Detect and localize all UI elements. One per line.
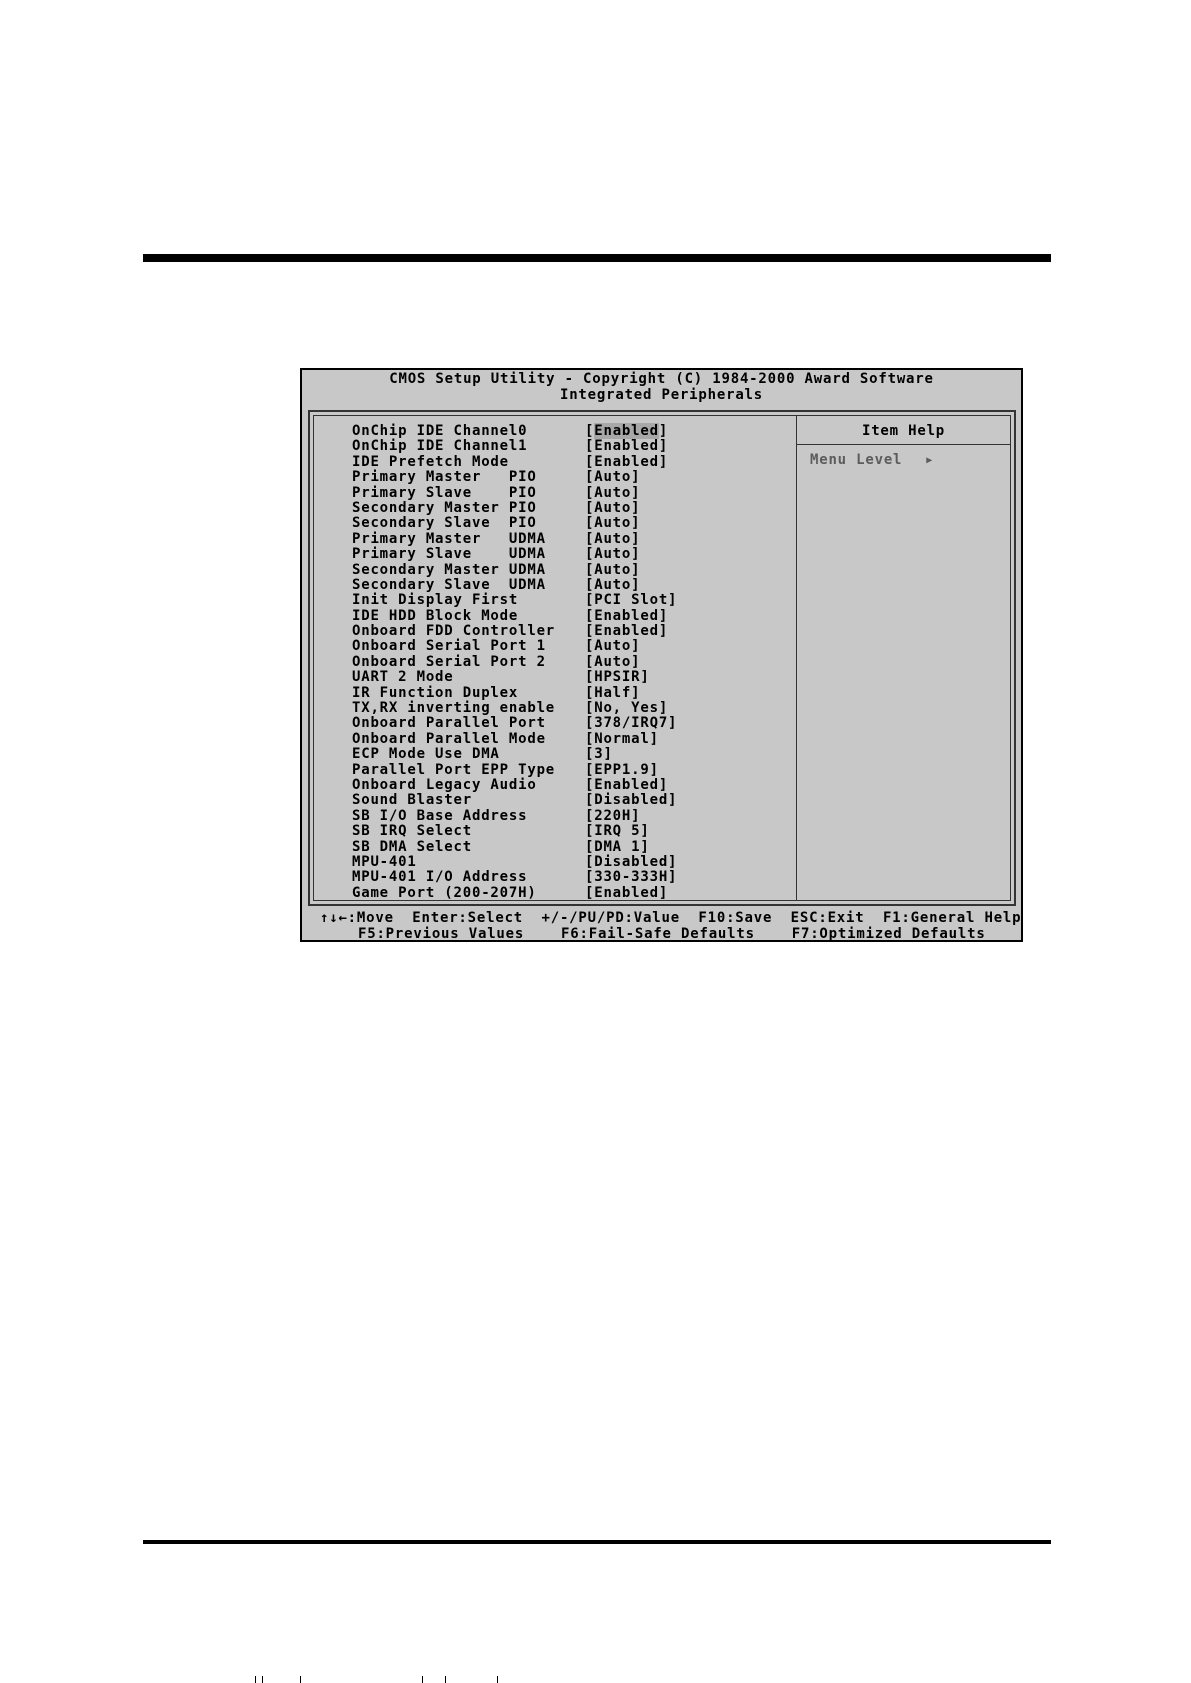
setting-label: ECP Mode Use DMA	[352, 746, 500, 763]
setting-label: IR Function Duplex	[352, 684, 519, 701]
edge-mark	[300, 1676, 301, 1683]
setting-row-sb-io-base-address[interactable]	[352, 809, 792, 824]
bios-subtitle: Integrated Peripherals	[559, 387, 764, 403]
setting-label: Onboard Parallel Mode	[352, 730, 546, 747]
setting-label: Onboard Legacy Audio	[352, 776, 537, 793]
setting-row-secondary-slave-udma[interactable]	[352, 578, 792, 593]
setting-row-secondary-slave-pio[interactable]	[352, 516, 792, 531]
setting-value[interactable]: [HPSIR]	[585, 669, 650, 686]
setting-label: Init Display First	[352, 592, 519, 609]
setting-label: Parallel Port EPP Type	[352, 761, 556, 778]
setting-label: MPU-401	[352, 853, 417, 870]
setting-row-onchip-ide-channel1[interactable]	[352, 439, 792, 454]
setting-label: IDE Prefetch Mode	[352, 453, 509, 470]
setting-value[interactable]: [330-333H]	[585, 869, 678, 886]
settings-frame-inner	[313, 415, 1011, 901]
setting-label: Onboard Parallel Port	[352, 715, 546, 732]
setting-row-ide-prefetch-mode[interactable]	[352, 455, 792, 470]
setting-value[interactable]: [Auto]	[585, 469, 641, 486]
setting-value[interactable]: [Auto]	[585, 546, 641, 563]
setting-label: SB IRQ Select	[352, 823, 472, 840]
setting-row-sound-blaster[interactable]	[352, 793, 792, 808]
setting-row-primary-slave-pio[interactable]	[352, 486, 792, 501]
setting-value[interactable]: [PCI Slot]	[585, 592, 678, 609]
settings-frame	[308, 410, 1016, 906]
bios-setup-screen	[300, 368, 1023, 942]
edge-mark	[262, 1676, 263, 1683]
setting-value[interactable]: [DMA 1]	[585, 838, 650, 855]
setting-row-sb-dma-select[interactable]	[352, 840, 792, 855]
setting-row-secondary-master-pio[interactable]	[352, 501, 792, 516]
setting-label: Secondary Master UDMA	[352, 561, 546, 578]
setting-label: Onboard FDD Controller	[352, 623, 556, 640]
setting-label: OnChip IDE Channel1	[352, 438, 528, 455]
setting-row-primary-slave-udma[interactable]	[352, 547, 792, 562]
edge-mark	[445, 1676, 446, 1683]
setting-row-primary-master-pio[interactable]	[352, 470, 792, 485]
setting-row-primary-master-udma[interactable]	[352, 532, 792, 547]
setting-row-onboard-legacy-audio[interactable]	[352, 778, 792, 793]
setting-label: SB I/O Base Address	[352, 807, 528, 824]
setting-value-selected[interactable]: [Enabled]	[585, 423, 669, 439]
setting-value[interactable]: [Auto]	[585, 484, 641, 501]
setting-row-onboard-serial-port-2[interactable]	[352, 655, 792, 670]
setting-row-onboard-fdd-controller[interactable]	[352, 624, 792, 639]
setting-label: Primary Slave PIO	[352, 484, 537, 501]
triangle-right-icon: ▶	[926, 455, 934, 466]
setting-value[interactable]: [IRQ 5]	[585, 823, 650, 840]
setting-label: Game Port (200-207H)	[352, 884, 537, 901]
setting-value[interactable]: [Disabled]	[585, 853, 678, 870]
setting-value[interactable]: [Enabled]	[585, 776, 669, 793]
setting-value[interactable]: [Disabled]	[585, 792, 678, 809]
setting-label: MPU-401 I/O Address	[352, 869, 528, 886]
setting-value[interactable]: [220H]	[585, 807, 641, 824]
item-help-title: Item Help	[797, 420, 1010, 445]
bios-title: CMOS Setup Utility - Copyright (C) 1984-2000 Award Software	[389, 371, 934, 387]
setting-value[interactable]: [Enabled]	[585, 453, 669, 470]
setting-value[interactable]: [Auto]	[585, 653, 641, 670]
setting-label: SB DMA Select	[352, 838, 472, 855]
menu-level	[810, 452, 933, 468]
setting-label: Secondary Master PIO	[352, 499, 537, 516]
page-edge-marks	[0, 1676, 600, 1683]
setting-label: Secondary Slave UDMA	[352, 576, 546, 593]
setting-row-ide-hdd-block-mode[interactable]	[352, 609, 792, 624]
setting-label: Sound Blaster	[352, 792, 472, 809]
setting-row-onboard-parallel-port[interactable]	[352, 716, 792, 731]
setting-value[interactable]: [Auto]	[585, 515, 641, 532]
setting-row-parallel-port-epp-type[interactable]	[352, 763, 792, 778]
setting-value[interactable]: [Normal]	[585, 730, 659, 747]
edge-mark	[255, 1676, 256, 1683]
panel-divider	[796, 416, 797, 900]
edge-mark	[422, 1676, 423, 1683]
setting-row-onboard-serial-port-1[interactable]	[352, 639, 792, 654]
setting-row-onboard-parallel-mode[interactable]	[352, 732, 792, 747]
setting-row-txrx-inverting-enable[interactable]	[352, 701, 792, 716]
menu-level-label: Menu Level	[810, 452, 903, 468]
setting-row-init-display-first[interactable]	[352, 593, 792, 608]
selected-value-highlight: Enabled	[594, 423, 659, 439]
setting-value[interactable]: [Auto]	[585, 561, 641, 578]
setting-label: Onboard Serial Port 2	[352, 653, 546, 670]
key-help-footer	[302, 910, 1021, 942]
setting-row-secondary-master-udma[interactable]	[352, 563, 792, 578]
setting-label: Secondary Slave PIO	[352, 515, 537, 532]
setting-value[interactable]: [Auto]	[585, 638, 641, 655]
setting-label: Onboard Serial Port 1	[352, 638, 546, 655]
footer-keys-line1: ↑↓←:Move Enter:Select +/-/PU/PD:Value F10:Save ESC:Exit F1:General Help	[320, 910, 1022, 926]
edge-mark	[497, 1676, 498, 1683]
top-rule	[143, 254, 1051, 262]
setting-label: OnChip IDE Channel0	[352, 423, 528, 439]
setting-row-mpu-401[interactable]	[352, 855, 792, 870]
setting-row-ecp-mode-use-dma[interactable]	[352, 747, 792, 762]
setting-row-onchip-ide-channel0[interactable]	[352, 424, 792, 439]
bottom-rule	[143, 1540, 1051, 1544]
setting-row-sb-irq-select[interactable]	[352, 824, 792, 839]
setting-label: TX,RX inverting enable	[352, 700, 556, 717]
setting-value[interactable]: [Enabled]	[585, 884, 669, 901]
setting-value[interactable]: [Auto]	[585, 530, 641, 547]
setting-label: Primary Master PIO	[352, 469, 537, 486]
settings-list	[352, 424, 792, 901]
setting-value[interactable]: [No, Yes]	[585, 700, 669, 717]
setting-label: Primary Master UDMA	[352, 530, 546, 547]
setting-value[interactable]: [Auto]	[585, 576, 641, 593]
setting-value[interactable]: [Enabled]	[585, 438, 669, 455]
setting-row-ir-function-duplex[interactable]	[352, 686, 792, 701]
setting-value[interactable]: [3]	[585, 746, 613, 763]
bios-header	[302, 370, 1021, 410]
setting-row-game-port[interactable]	[352, 886, 792, 901]
setting-value[interactable]: [EPP1.9]	[585, 761, 659, 778]
setting-label: Primary Slave UDMA	[352, 546, 546, 563]
setting-value[interactable]: [Enabled]	[585, 607, 669, 624]
setting-row-uart-2-mode[interactable]	[352, 670, 792, 685]
footer-keys-line2: F5:Previous Values F6:Fail-Safe Defaults F7:Optimized Defaults	[358, 926, 986, 942]
setting-value[interactable]: [378/IRQ7]	[585, 715, 678, 732]
setting-value[interactable]: [Auto]	[585, 499, 641, 516]
setting-value[interactable]: [Half]	[585, 684, 641, 701]
setting-value[interactable]: [Enabled]	[585, 623, 669, 640]
setting-row-mpu-401-io-address[interactable]	[352, 870, 792, 885]
setting-label: UART 2 Mode	[352, 669, 454, 686]
setting-label: IDE HDD Block Mode	[352, 607, 519, 624]
